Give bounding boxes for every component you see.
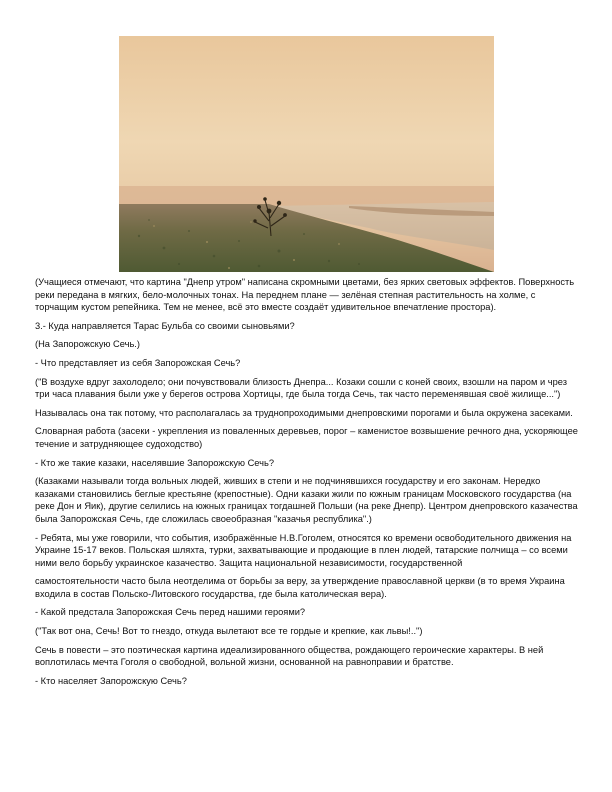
paragraph: - Что представляет из себя Запорожская Сечь? bbox=[35, 357, 241, 368]
paragraph: Словарная работа (засеки - укрепления из поваленных деревьев, порог – каменистое возвышение речного дна, ускоряющее течение и затрудняющее судоходство) bbox=[35, 426, 578, 449]
lesson-text bbox=[35, 276, 580, 693]
paragraph: - Какой предстала Запорожская Сечь перед нашими героями? bbox=[35, 607, 306, 618]
painting-image bbox=[119, 36, 494, 272]
paragraph: ("В воздухе вдруг захолодело; они почувствовали близость Днепра... Козаки сошли с коней своих, взошли на паром и чрез три часа плавания были уже у берегов острова Хортицы, где была тогда Сечь, так часто переменявшая своё жилище...") bbox=[35, 376, 567, 400]
paragraph: Сечь в повести – это поэтическая картина идеализированного общества, рождающего героические характеры. В ней воплотилась мечта Гоголя о свободной, вольной жизни, основанной на равноправии и братстве. bbox=[35, 644, 544, 668]
paragraph: ("Так вот она, Сечь! Вот то гнездо, откуда вылетают все те гордые и крепкие, как львы!..") bbox=[35, 626, 423, 637]
paragraph: - Кто же такие казаки, населявшие Запорожскую Сечь? bbox=[35, 457, 275, 468]
paragraph: 3.- Куда направляется Тарас Бульба со своими сыновьями? bbox=[35, 320, 295, 331]
paragraph: - Кто населяет Запорожскую Сечь? bbox=[35, 675, 187, 686]
paragraph: самостоятельности часто была неотделима от борьбы за веру, за утверждение православной церкви (в то время Украина входила в состав Польско-Литовского государства, где была католическая вера). bbox=[35, 576, 565, 599]
paragraph: (Учащиеся отмечают, что картина "Днепр утром" написана скромными цветами, без ярких световых эффектов. Поверхность реки передана в мягких, бело-молочных тонах. На переднем плане — зелёная степная растительность на холме, с торчащим кустом репейника. Тем не менее, всё это вместе создаёт удивительное впечатление простора). bbox=[35, 277, 575, 313]
paragraph: (На Запорожскую Сечь.) bbox=[35, 339, 140, 350]
paragraph: Называлась она так потому, что располагалась за труднопроходимыми днепровскими порогами и была окружена засеками. bbox=[35, 407, 573, 418]
paragraph: - Ребята, мы уже говорили, что события, изображённые Н.В.Гоголем, относятся ко времени освободительного движения на Украине 15-17 веков. Польская шляхта, турки, захватывающие и продающие в плен людей, татарские полчища – со всеми ними вело борьбу украинское казачество. Защита национальной независимости, государственной bbox=[35, 532, 572, 568]
paragraph: (Казаками называли тогда вольных людей, живших в степи и не подчинявшихся государству и его законам. Нередко казаками становились беглые крестьяне (крепостные). Одни казаки жили по южным границам Московского государства (на реке Дон и Яик), другие селились на южных границах тогдашней Польши (на реке Днепр). Центром днепровского казачества была Запорожская Сечь, где сложилась своеобразная "казачья республика".) bbox=[35, 476, 578, 524]
